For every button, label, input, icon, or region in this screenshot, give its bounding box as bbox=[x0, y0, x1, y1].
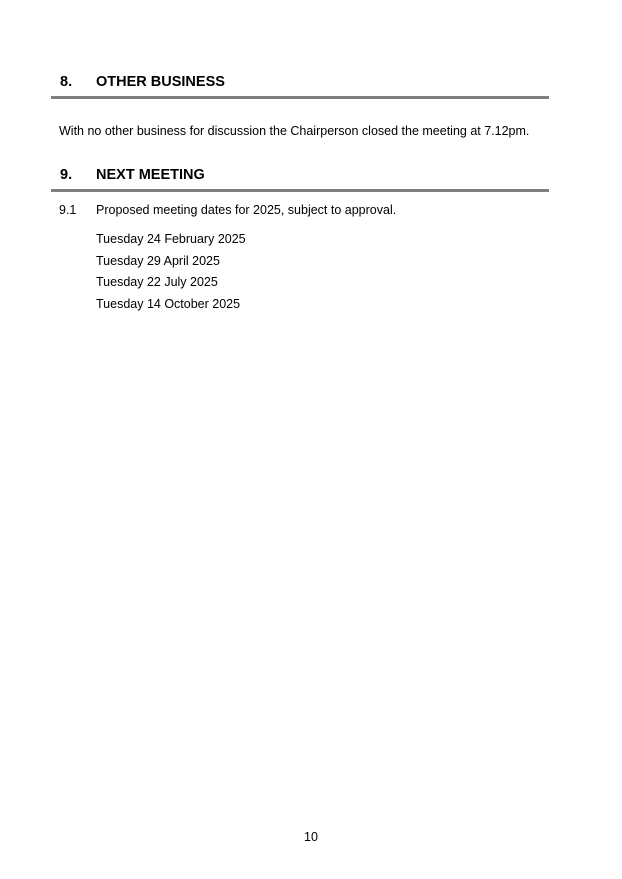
section-heading-next-meeting bbox=[51, 167, 549, 192]
item-number: 9.1 bbox=[59, 203, 77, 217]
section-body-text: With no other business for discussion the Chairperson closed the meeting at 7.12pm. bbox=[59, 124, 530, 138]
section-number: 8. bbox=[60, 74, 73, 90]
meeting-date: Tuesday 22 July 2025 bbox=[96, 275, 218, 289]
section-number: 9. bbox=[60, 167, 73, 183]
meeting-date: Tuesday 24 February 2025 bbox=[96, 232, 246, 246]
meeting-date: Tuesday 29 April 2025 bbox=[96, 253, 220, 268]
page-number: 10 bbox=[304, 830, 318, 844]
meeting-dates-list bbox=[96, 231, 246, 317]
section-title: NEXT MEETING bbox=[96, 167, 205, 183]
section-heading-other-business bbox=[51, 74, 549, 99]
item-text: Proposed meeting dates for 2025, subject to approval. bbox=[96, 203, 397, 217]
meeting-date: Tuesday 14 October 2025 bbox=[96, 296, 241, 311]
section-title: OTHER BUSINESS bbox=[96, 74, 225, 90]
